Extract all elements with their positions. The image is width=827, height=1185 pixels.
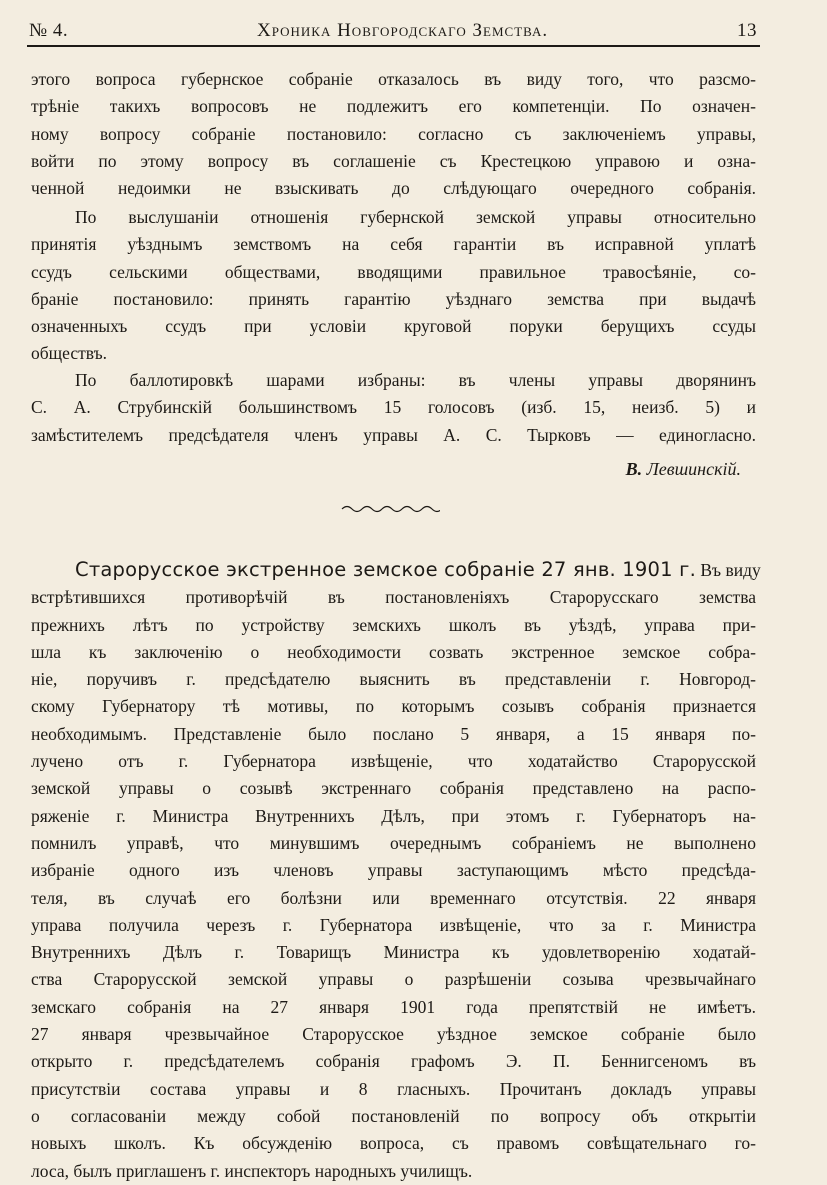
text-line: С. А. Струбинскій большинствомъ 15 голосовъ (изб. 15, неизб. 5) и — [31, 397, 756, 418]
text-line: По выслушаніи отношенія губернской земской управы относительно — [75, 207, 756, 227]
text-line: земскаго собранія на 27 января 1901 года препятствій не имѣетъ. — [31, 996, 756, 1017]
paragraph-2 — [31, 204, 756, 368]
running-title: Хроника Новгородскаго Земства. — [257, 20, 549, 41]
text-line: замѣстителемъ предсѣдателя членъ управы А. С. Тырковъ — единогласно. — [31, 424, 756, 445]
text-line: лучено отъ г. Губернатора извѣщеніе, что ходатайство Старорусской — [31, 751, 756, 772]
paragraph-1 — [31, 66, 756, 202]
section-divider-ornament — [340, 503, 440, 515]
signature-initial: В. — [625, 459, 643, 479]
text-fragment: Въ виду — [700, 560, 761, 580]
text-line: браніе постановило: принять гарантію уѣзднаго земства при выдачѣ — [31, 288, 756, 309]
text-line: ства Старорусской земской управы о разрѣшеніи созыва чрезвычайнаго — [31, 969, 756, 990]
issue-number: № 4. — [29, 20, 69, 41]
text-line: принятія уѣзднымъ земствомъ на себя гарантіи въ исправной уплатѣ — [31, 234, 756, 255]
text-line: ченной недоимки не взыскивать до слѣдующаго очередного собранія. — [31, 178, 756, 199]
text-line: прежнихъ лѣтъ по устройству земскихъ школъ въ уѣздѣ, управа при- — [31, 614, 756, 635]
text-line: шла къ заключенію о необходимости созвать экстренное земское собра- — [31, 641, 756, 662]
signature-name: Левшинскій. — [646, 459, 741, 479]
signature — [626, 459, 741, 480]
text-line: означенныхъ ссудъ при условіи круговой поруки берущихъ ссуды — [31, 316, 756, 337]
text-line: войти по этому вопросу въ соглашеніе съ Крестецкою управою и озна- — [31, 150, 756, 171]
text-line: о согласованіи между собой постановленій по вопросу объ открытіи — [31, 1105, 756, 1126]
text-line: необходимымъ. Представленіе было послано 5 января, а 15 января по- — [31, 723, 756, 744]
header-rule — [27, 45, 760, 47]
section-heading: Старорусское экстренное земское собраніе 27 янв. 1901 г. — [75, 558, 696, 581]
text-line: избраніе одного изъ членовъ управы заступающимъ мѣсто предсѣда- — [31, 860, 756, 881]
text-line: лоса, былъ приглашенъ г. инспекторъ народныхъ училищъ. — [31, 1160, 473, 1181]
paragraph-3 — [31, 367, 756, 449]
text-line: теля, въ случаѣ его болѣзни или временнаго отсутствія. 22 января — [31, 887, 756, 908]
text-line: 27 января чрезвычайное Старорусское уѣздное земское собраніе было — [31, 1024, 756, 1045]
page-header — [29, 20, 757, 42]
text-line: ряженіе г. Министра Внутреннихъ Дѣлъ, при этомъ г. Губернаторъ на- — [31, 805, 756, 826]
text-line: помнилъ управѣ, что минувшимъ очереднымъ собраніемъ не выполнено — [31, 832, 756, 853]
text-line: ссудъ сельскими обществами, вводящими правильное травосѣяніе, со- — [31, 261, 756, 282]
text-line: ному вопросу собраніе постановило: согласно съ заключеніемъ управы, — [31, 123, 756, 144]
text-line: этого вопроса губернское собраніе отказалось въ виду того, что разсмо- — [31, 69, 756, 89]
text-line: Внутреннихъ Дѣлъ г. Товарищъ Министра къ удовлетворенію ходатай- — [31, 942, 756, 963]
text-line: трѣніе такихъ вопросовъ не подлежитъ его компетенціи. По означен- — [31, 96, 756, 117]
text-line-lead — [31, 556, 761, 584]
text-line: скому Губернатору тѣ мотивы, по которымъ созывъ собранія признается — [31, 696, 756, 717]
text-line: обществъ. — [31, 343, 107, 364]
text-line: ніе, поручивъ г. предсѣдателю выяснить въ представленіи г. Новгород- — [31, 669, 756, 690]
text-line: По баллотировкѣ шарами избраны: въ члены управы дворянинъ — [75, 370, 756, 390]
page-number: 13 — [736, 20, 757, 41]
text-line: встрѣтившихся противорѣчій въ постановленіяхъ Старорусскаго земства — [31, 587, 756, 608]
text-line: земской управы о созывѣ экстреннаго собранія представлено на распо- — [31, 778, 756, 799]
paragraph-4 — [31, 556, 761, 1185]
text-line: открыто г. предсѣдателемъ собранія графомъ Э. П. Беннигсеномъ въ — [31, 1051, 756, 1072]
text-line: новыхъ школъ. Къ обсужденію вопроса, съ правомъ совѣщательнаго го- — [31, 1133, 756, 1154]
text-line: управа получила черезъ г. Губернатора извѣщеніе, что за г. Министра — [31, 914, 756, 935]
text-line: присутствіи состава управы и 8 гласныхъ. Прочитанъ докладъ управы — [31, 1078, 756, 1099]
